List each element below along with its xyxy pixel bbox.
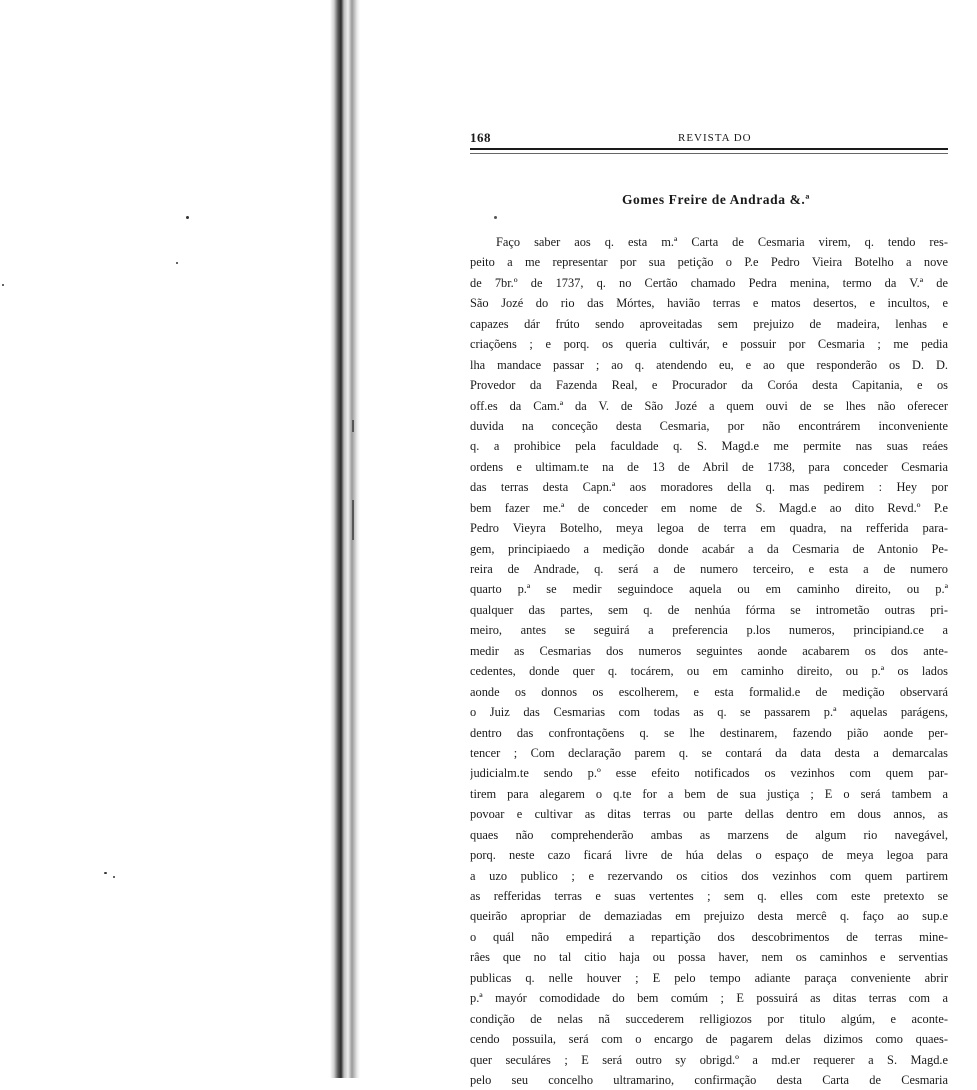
text-line: o quál não empedirá a repartição dos descobrimentos de terras mine- [470, 929, 948, 944]
journal-title: REVISTA DO [678, 132, 752, 144]
text-line: ordens e ultimam.te na de 13 de Abril de 1738, para conceder Cesmaria [470, 459, 948, 474]
document-heading: Gomes Freire de Andrada &.ª [621, 192, 811, 207]
text-line: das terras desta Capn.ª aos moradores della q. mas pedirem : Hey por [470, 480, 948, 495]
text-line: peito a me representar por sua petição o P.e Pedro Vieira Botelho a nove [470, 255, 948, 270]
text-line: duvida na conceção desta Cesmaria, por não encontrárem inconveniente [470, 418, 948, 433]
book-gutter [330, 0, 360, 1078]
text-line: lha mandace passar ; ao q. atendendo eu, e ao que responderão os D. D. [470, 357, 948, 372]
paper-speck [176, 262, 178, 264]
text-line: tencer ; Com declaração parem q. se contará da data desta a demarcalas [470, 745, 948, 760]
text-line: capazes dár frúto sendo aproveitadas sem prejuizo de madeira, lenhas e [470, 316, 948, 331]
text-line: as refferidas terras e suas vertentes ; sem q. elles com este pretexto se [470, 889, 948, 903]
text-line: queirão apropriar de demaziadas em prejuizo desta mercê q. faço ao sup.e [470, 909, 948, 924]
paper-speck [2, 284, 4, 286]
printed-page [470, 128, 948, 1090]
text-line: tirem para alegarem o q.te for a bem de sua justiça ; E o será tambem a [470, 786, 948, 801]
text-line: râes que no tal citio haja ou possa haver, nem os caminhos e serventias [470, 950, 948, 965]
text-line: Provedor da Fazenda Real, e Procurador da Coróa desta Capitania, e os [470, 378, 948, 393]
text-line: bem fazer me.ª de conceder em nome de S. Magd.e ao dito Revd.º P.e [470, 500, 948, 515]
body-text [470, 232, 948, 1090]
text-line: o Juiz das Cesmarias com todas as q. se passarem p.ª aquelas parágens, [470, 705, 948, 720]
text-line: porq. neste cazo ficará livre de húa delas o espaço de meya legoa para [470, 848, 948, 863]
text-line: medir as Cesmarias dos numeros seguintes aonde acabarem os dos ante- [470, 643, 948, 658]
paper-speck [113, 876, 115, 878]
text-line: q. a prohibice pela faculdade q. S. Magd.e me permite nas suas reáes [470, 439, 948, 454]
text-line: p.ª mayór comodidade do bem comúm ; E possuirá as ditas terras com a [470, 991, 948, 1006]
text-line: povoar e cultivar as ditas terras ou parte dellas dentro em dous annos, as [470, 807, 948, 822]
text-line: quaes não comprehenderão ambas as marzens de algum rio navegável, [470, 827, 948, 842]
text-line: de 7br.º de 1737, q. no Certão chamado Pedra menina, termo da V.ª de [470, 275, 948, 290]
marginal-mark [470, 208, 948, 232]
text-line: Pedro Vieyra Botelho, meya legoa de terra em quadra, na refferida para- [470, 521, 948, 536]
text-line: quarto p.ª se medir seguindoce aquela ou em caminho direito, ou p.ª [470, 582, 948, 597]
text-line: off.es da Cam.ª da V. de São Jozé a quem ouvi de se lhes não oferecer [470, 398, 948, 413]
text-line: publicas q. nelle houver ; E pelo tempo adiante paraça conveniente abrir [470, 970, 948, 985]
text-line: gem, principiaedo a medição donde acabár a da Cesmaria de Antonio Pe- [470, 541, 948, 556]
text-line: cendo possuila, será com o encargo de pagarem delas dizimos como quaes- [470, 1032, 948, 1047]
text-line: qualquer das partes, sem q. de nenhúa fórma se intrometão outras pri- [470, 602, 948, 617]
text-line: São Jozé do rio das Mórtes, havião terras e matos desertos, e incultos, e [470, 296, 948, 311]
text-line: aonde os donnos os escolherem, e esta formalid.e de medição observará [470, 684, 948, 699]
gutter-mark [352, 500, 354, 540]
text-line: a uzo publico ; e rezervando os citios dos vezinhos com quem partirem [470, 868, 948, 883]
running-head [470, 128, 948, 148]
blank-facing-page [0, 0, 330, 1078]
page-number: 168 [470, 130, 491, 145]
paper-speck [104, 872, 107, 874]
text-line: reira de Andrade, q. será a de numero terceiro, e esta a de numero [470, 562, 948, 576]
text-line: dentro das confrontaçõens q. se lhe destinarem, fazendo pião aonde per- [470, 725, 948, 740]
text-line: pelo seu concelho ultramarino, confirmação desta Carta de Cesmaria [470, 1072, 948, 1087]
text-line: criaçõens ; e porq. os queria cultivár, e possuir por Cesmaria ; me pedia [470, 337, 948, 352]
text-line: judicialm.te sendo p.º esse efeito notificados os vezinhos com quem par- [470, 766, 948, 781]
text-line: cedentes, donde quer q. tocárem, ou em caminho direito, ou p.ª os lados [470, 664, 948, 679]
text-line: condição de nelas nã succederem relligiozos por titulo algúm, e aconte- [470, 1011, 948, 1026]
gutter-mark [352, 420, 354, 432]
header-rule [470, 148, 948, 154]
text-line: meiro, antes se seguirá a preferencia p.los numeros, principiand.ce a [470, 623, 948, 638]
paper-speck [186, 216, 189, 219]
text-line: Faço saber aos q. esta m.ª Carta de Cesmaria virem, q. tendo res- [496, 235, 948, 249]
text-line: quer seculáres ; E será outro sy obrigd.º a md.er requerer a S. Magd.e [470, 1052, 948, 1067]
